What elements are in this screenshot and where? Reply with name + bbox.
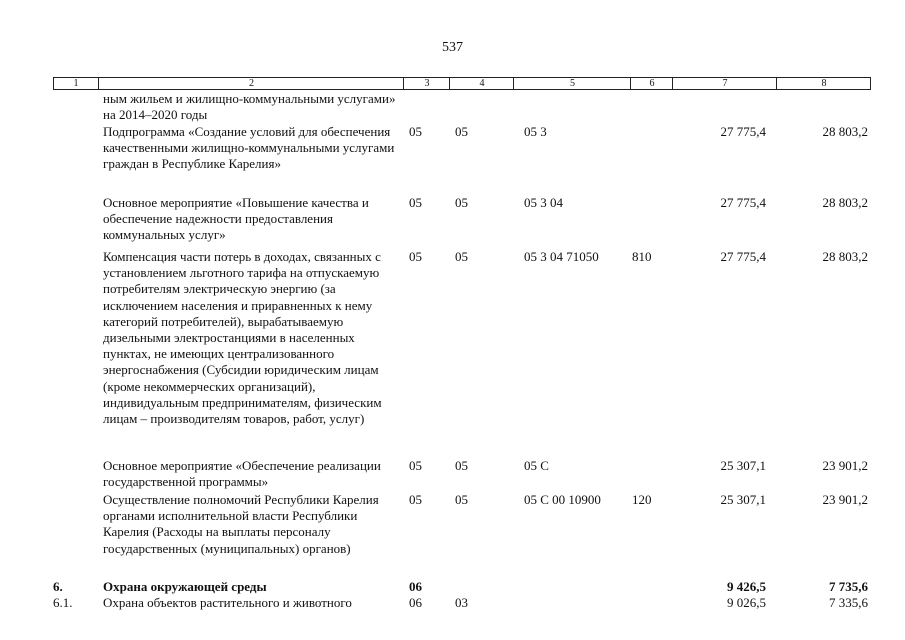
row-name: ным жильем и жилищно-коммунальными услугами» на 2014–2020 годы: [103, 91, 396, 123]
row-number: 6.1.: [53, 595, 73, 610]
table-header: [53, 77, 871, 90]
row-amount-1: 27 775,4: [720, 195, 766, 210]
row-subsection: 05: [455, 124, 468, 139]
row-target-code: 05 С 00 10900: [524, 492, 601, 507]
row-name: Осуществление полномочий Республики Карелия органами исполнительной власти Республики Карелия (Расходы на выплаты персоналу государственных (муниципальных) органов): [103, 492, 379, 556]
row-expense-type: 810: [632, 249, 652, 264]
row-section: 05: [409, 458, 422, 473]
row-amount-2: 28 803,2: [822, 249, 868, 264]
row-target-code: 05 3: [524, 124, 547, 139]
row-expense-type: 120: [632, 492, 652, 507]
row-section: 05: [409, 195, 422, 210]
row-name: Компенсация части потерь в доходах, связанных с установлением льготного тарифа на отпускаемую потребителям электрическую энергию (за исключением населения и приравненных к нему категорий потребителей), вырабатываемую дизельными электростанциями в населенных пунктах, не имеющих централизованного энергоснабжения (Субсидии юридическим лицам (кроме некоммерческих организаций), индивидуальным предпринимателям, физическим лицам – производителям товаров, работ, услуг): [103, 249, 382, 427]
row-subsection: 03: [455, 595, 468, 610]
header-col-1: 1: [73, 78, 79, 89]
header-col-5: 5: [513, 78, 631, 89]
header-col-6: 6: [630, 78, 673, 89]
row-amount-1: 25 307,1: [720, 458, 766, 473]
row-section: 05: [409, 124, 422, 139]
page-number: 537: [442, 40, 463, 55]
row-amount-2: 7 335,6: [829, 595, 868, 610]
row-amount-2: 7 735,6: [829, 579, 868, 594]
row-amount-1: 9 026,5: [727, 595, 766, 610]
row-name: Основное мероприятие «Обеспечение реализации государственной программы»: [103, 458, 381, 490]
row-amount-1: 27 775,4: [720, 249, 766, 264]
row-subsection: 05: [455, 195, 468, 210]
row-section: 06: [409, 579, 422, 594]
row-name: Основное мероприятие «Повышение качества и обеспечение надежности предоставления коммунальных услуг»: [103, 195, 369, 243]
row-section: 05: [409, 492, 422, 507]
row-amount-1: 9 426,5: [727, 579, 766, 594]
row-name: Охрана объектов растительного и животного: [103, 595, 352, 610]
row-subsection: 05: [455, 458, 468, 473]
row-amount-2: 23 901,2: [822, 458, 868, 473]
row-amount-1: 25 307,1: [720, 492, 766, 507]
row-amount-2: 28 803,2: [822, 195, 868, 210]
row-number: 6.: [53, 579, 63, 594]
row-subsection: 05: [455, 492, 468, 507]
row-amount-2: 23 901,2: [822, 492, 868, 507]
row-amount-1: 27 775,4: [720, 124, 766, 139]
header-col-2: 2: [98, 78, 404, 89]
row-subsection: 05: [455, 249, 468, 264]
row-target-code: 05 3 04: [524, 195, 563, 210]
header-col-3: 3: [403, 78, 450, 89]
row-amount-2: 28 803,2: [822, 124, 868, 139]
row-name: Подпрограмма «Создание условий для обеспечения качественными жилищно-коммунальными услугами граждан в Республике Карелия»: [103, 124, 395, 172]
row-target-code: 05 3 04 71050: [524, 249, 599, 264]
row-section: 06: [409, 595, 422, 610]
header-col-8: 8: [776, 78, 871, 89]
header-col-7: 7: [672, 78, 777, 89]
row-name: Охрана окружающей среды: [103, 579, 267, 594]
header-col-4: 4: [449, 78, 514, 89]
row-target-code: 05 С: [524, 458, 549, 473]
row-section: 05: [409, 249, 422, 264]
